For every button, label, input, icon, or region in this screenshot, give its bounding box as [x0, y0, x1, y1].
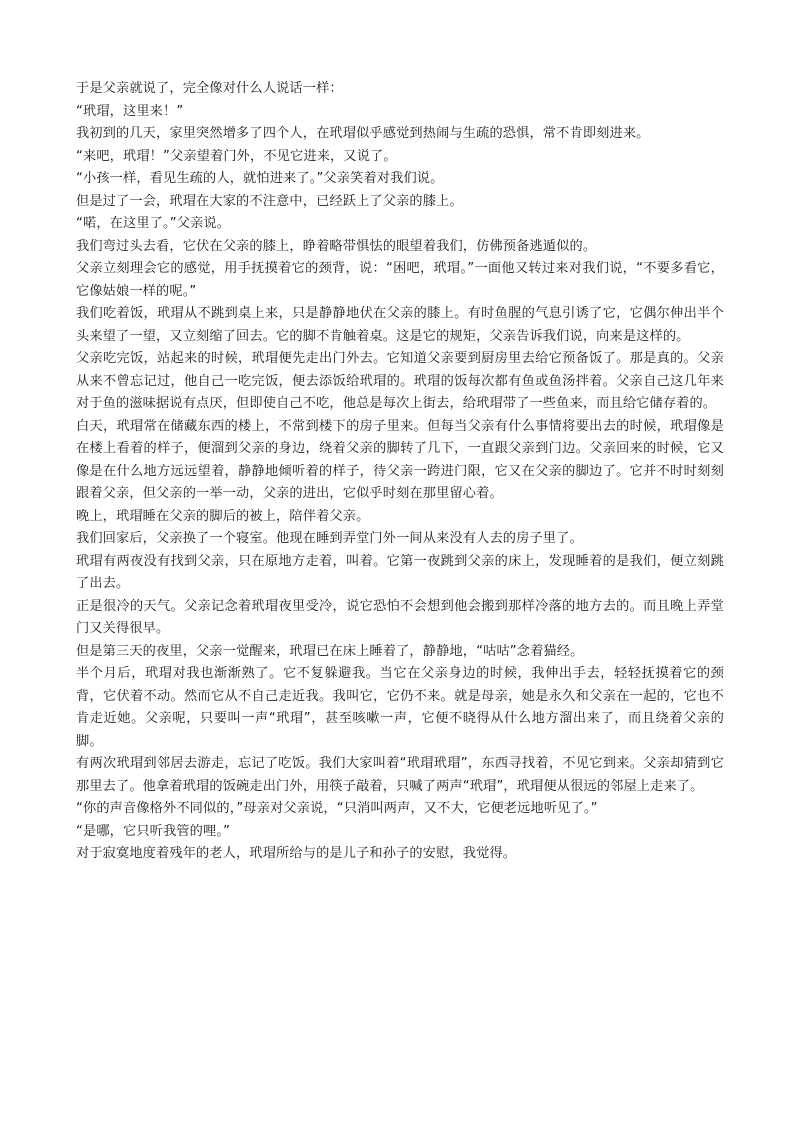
paragraph: “来吧，玳瑁！”父亲望着门外，不见它进来，又说了。: [76, 148, 397, 164]
paragraph: “小孩一样，看见生疏的人，就怕进来了。”父亲笑着对我们说。: [76, 171, 444, 186]
paragraph: 但是第三天的夜里，父亲一觉醒来，玳瑁已在床上睡着了，静静地，“咕咕”念着猫经。: [76, 643, 584, 659]
paragraph: “你的声音像格外不同似的，”母亲对父亲说，“只消叫两声，又不大，它便老远地听见了。”: [76, 801, 598, 816]
paragraph: “玳瑁，这里来！”: [76, 103, 184, 119]
paragraph: 我们吃着饭，玳瑁从不跳到桌上来，只是静静地伏在父亲的膝上。有时鱼腥的气息引诱了它，它偶尔伸出半个头来望了一望，又立刻缩了回去。它的脚不肯触着桌。这是它的规矩，父亲告诉我们说，向来是这样的。: [76, 306, 724, 344]
paragraph: 有两次玳瑁到邻居去游走，忘记了吃饭。我们大家叫着“玳瑁玳瑁”，东西寻找着，不见它到来。父亲却猜到它那里去了。他拿着玳瑁的饭碗走出门外，用筷子敲着，只喊了两声“玳瑁”，玳瑁便从很远的邻屋上走来了。: [76, 756, 724, 794]
paragraph: “是哪，它只听我管的哩。”: [76, 823, 231, 839]
paragraph: 玳瑁有两夜没有找到父亲，只在原地方走着，叫着。它第一夜跳到父亲的床上，发现睡着的是我们，便立刻跳了出去。: [76, 553, 724, 591]
paragraph: 我们回家后，父亲换了一个寝室。他现在睡到弄堂门外一间从来没有人去的房子里了。: [76, 531, 583, 546]
paragraph: 晚上，玳瑁睡在父亲的脚后的被上，陪伴着父亲。: [76, 508, 370, 524]
paragraph: 父亲吃完饭，站起来的时候，玳瑁便先走出门外去。它知道父亲要到厨房里去给它预备饭了。那是真的。父亲从来不曾忘记过，他自己一吃完饭，便去添饭给玳瑁的。玳瑁的饭每次都有鱼或鱼汤拌着。父亲自己这几年来对于鱼的滋味据说有点厌，但即使自己不吃，他总是每次上街去，给玳瑁带了一些鱼来，而且给它储存着的。: [76, 351, 724, 411]
paragraph: 我们弯过头去看，它伏在父亲的膝上，睁着略带惧怯的眼望着我们，仿佛预备逃遁似的。: [76, 238, 597, 254]
paragraph: 我初到的几天，家里突然增多了四个人，在玳瑁似乎感觉到热闹与生疏的恐惧，常不肯即刻进来。: [76, 126, 650, 141]
paragraph: 白天，玳瑁常在储藏东西的楼上，不常到楼下的房子里来。但每当父亲有什么事情将要出去的时候，玳瑁像是在楼上看着的样子，便溜到父亲的身边，绕着父亲的脚转了几下，一直跟父亲到门边。父亲回来的时候，它又像是在什么地方远远望着，静静地倾听着的样子，待父亲一跨进门限，它又在父亲的脚边了。它并不时时刻刻跟着父亲，但父亲的一举一动，父亲的进出，它似乎时刻在那里留心着。: [76, 418, 724, 501]
paragraph: “喏，在这里了。”父亲说。: [76, 216, 231, 231]
paragraph: 于是父亲就说了，完全像对什么人说话一样：: [76, 81, 343, 96]
paragraph: 半个月后，玳瑁对我也渐渐熟了。它不复躲避我。当它在父亲身边的时候，我伸出手去，轻轻抚摸着它的颈背，它伏着不动。然而它从不自己走近我。我叫它，它仍不来。就是母亲，她是永久和父亲在一起的，它也不肯走近她。父亲呢，只要叫一声“玳瑁”，甚至咳嗽一声，它便不晓得从什么地方溜出来了，而且绕着父亲的脚。: [76, 666, 724, 749]
paragraph: 但是过了一会，玳瑁在大家的不注意中，已经跃上了父亲的膝上。: [76, 193, 463, 209]
document-body: [76, 78, 724, 866]
paragraph: 对于寂寞地度着残年的老人，玳瑁所给与的是儿子和孙子的安慰，我觉得。: [76, 846, 517, 861]
paragraph: 正是很冷的天气。父亲记念着玳瑁夜里受冷，说它恐怕不会想到他会搬到那样冷落的地方去的。而且晚上弄堂门又关得很早。: [76, 598, 724, 636]
paragraph: 父亲立刻理会它的感觉，用手抚摸着它的颈背，说：“困吧，玳瑁。”一面他又转过来对我们说，“不要多看它，它像姑娘一样的呢。”: [76, 261, 724, 299]
